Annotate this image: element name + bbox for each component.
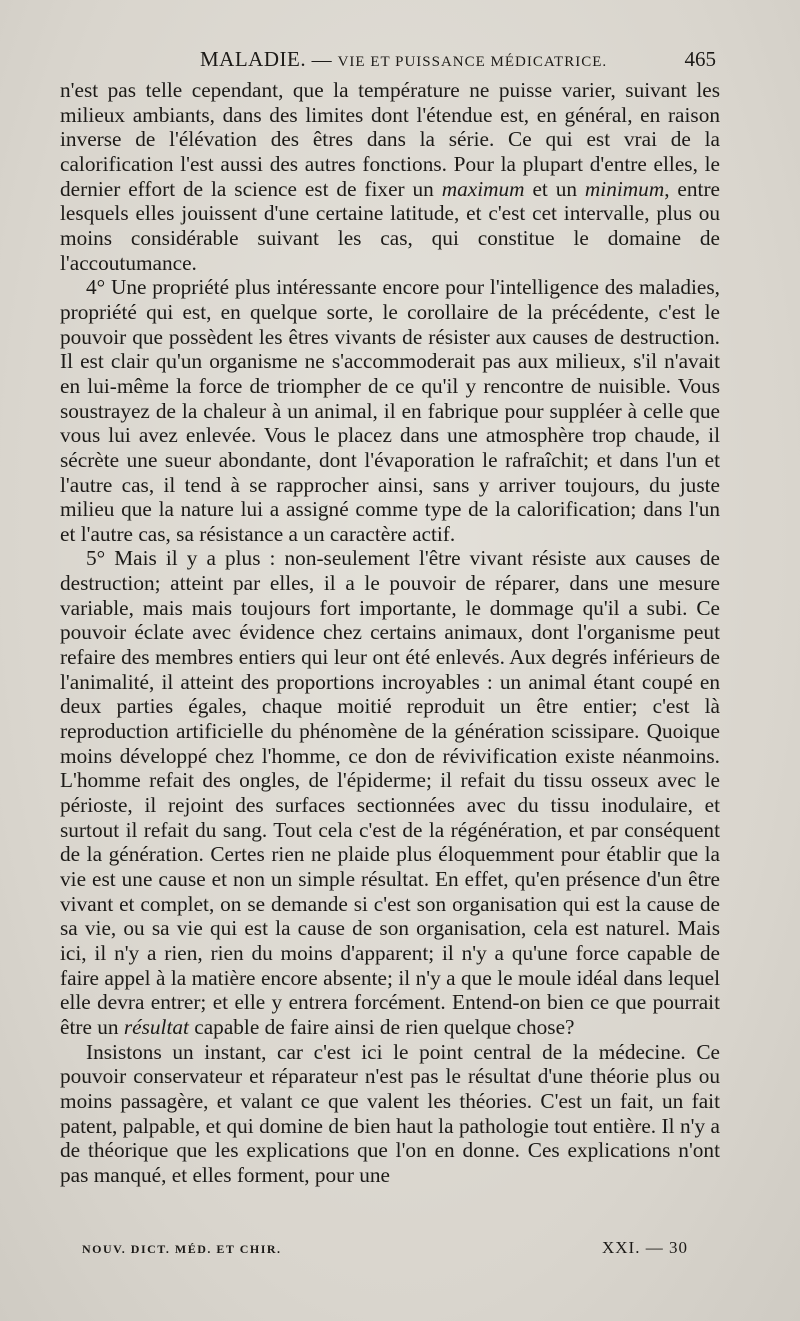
italic-resultat: résultat [123, 1014, 189, 1039]
page-header [60, 47, 720, 73]
paragraph-1-part-b: et un [524, 176, 585, 201]
paragraph-3 [60, 546, 720, 1039]
page-footer [82, 1238, 722, 1260]
paragraph-2: 4° Une propriété plus intéressante encore pour l'intelligence des maladies, propriété qui est, en quelque sorte, le corollaire de la précédente, c'est le pouvoir que possèdent les êtres vivants de résister aux causes de destruction. Il est clair qu'un organisme ne s'accommoderait pas aux milieux, s'il n'avait en lui-même la force de triompher de ce qu'il y rencontre de nuisible. Vous soustrayez de la chaleur à un animal, il en fabrique pour suppléer à celle que vous lui avez enlevée. Vous le placez dans une atmosphère trop chaude, il sécrète une sueur abondante, dont l'évaporation le rafraîchit; et dans l'un et l'autre cas, il tend à se rapprocher ainsi, sans y arriver toujours, du juste milieu que la nature lui a assigné comme type de la calorification; dans l'un et l'autre cas, sa résistance a un caractère actif. [60, 275, 720, 546]
paragraph-1-part-a: n'est pas telle cependant, que la température ne puisse varier, suivant les milieux ambiants, dans des limites dont l'étendue est, en général, en raison inverse de l'élévation des êtres dans la série. Ce qui est vrai de la calorification l'est aussi des autres fonctions. Pour la plupart d'entre elles, le dernier effort de la science est de fixer un [60, 78, 720, 201]
paragraph-3-part-a: 5° Mais il y a plus : non-seulement l'être vivant résiste aux causes de destruction; atteint par elles, il a le pouvoir de réparer, dans une mesure variable, mais mais toujours fort importante, le dommage qu'il a subi. Ce pouvoir éclate avec évidence chez certains animaux, dont l'organisme peut refaire des membres entiers qui leur ont été enlevés. Aux degrés inférieurs de l'animalité, il atteint des proportions incroyables : un animal étant coupé en deux parties égales, chaque moitié reproduit un être entier; c'est là reproduction artificielle du phénomène de la génération scissipare. Quoique moins développé chez l'homme, ce don de révivification existe néanmoins. L'homme refait des ongles, de l'épiderme; il refait du tissu osseux avec le périoste, il rejoint des surfaces sectionnées avec du tissu inodulaire, et surtout il refait du sang. Tout cela c'est de la régénération, et par conséquent de la génération. Certes rien ne plaide plus éloquemment pour établir que la vie est une cause et non un simple résultat. En effet, qu'en présence d'un être vivant et complet, on se demande si c'est son organisation qui est la cause de sa vie, ou sa vie qui est la cause de son organisation, cela est naturel. Mais ici, il n'y a rien, rien du moins d'apparent; il n'y a qu'une force capable de faire appel à la matière encore absente; il n'y a que le moule idéal dans lequel elle devra entrer; et elle y entrera forcément. Entend-on bien ce que pourrait être un [60, 546, 720, 1039]
footer-signature: NOUV. DICT. MÉD. ET CHIR. [82, 1242, 282, 1256]
running-head-dash: — [306, 49, 338, 71]
running-head-sub: VIE ET PUISSANCE MÉDICATRICE. [337, 54, 608, 70]
italic-minimum: minimum [584, 176, 665, 201]
paragraph-3-part-b: capable de faire ainsi de rien quelque chose? [188, 1014, 575, 1039]
paragraph-1-part-c: , entre lesquels elles jouissent d'une certaine latitude, et c'est cet intervalle, plus ou moins considérable suivant les cas, qui constitue le domaine de l'accoutumance. [60, 176, 720, 275]
italic-maximum: maximum [441, 176, 525, 201]
body-text [60, 78, 720, 1188]
page-number: 465 [684, 47, 716, 71]
paragraph-1 [60, 78, 720, 275]
paragraph-4: Insistons un instant, car c'est ici le point central de la médecine. Ce pouvoir conservateur et réparateur n'est pas le résultat d'une théorie plus ou moins passagère, et valant ce que valent les théories. C'est un fait, un fait patent, palpable, et qui domine de bien haut la pathologie tout entière. Il n'y a de théorique que les explications que l'on en donne. Ces explications n'ont pas manqué, et elles forment, pour une [60, 1039, 720, 1187]
running-head-main: MALADIE. [200, 47, 307, 71]
footer-volume: XXI. — 30 [602, 1238, 688, 1257]
running-head [200, 47, 607, 72]
